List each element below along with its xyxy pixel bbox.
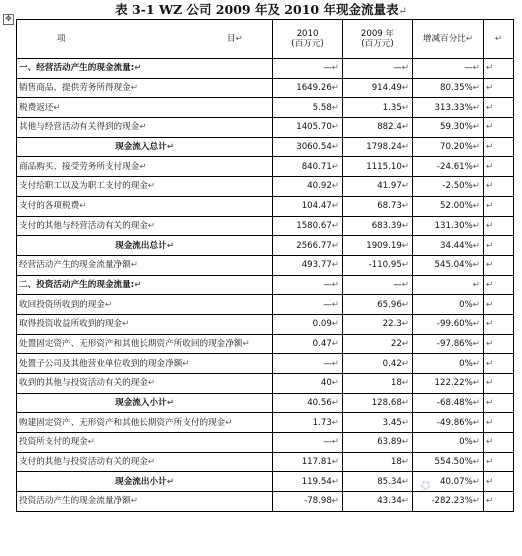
row-2009-cell-text: 22 [390, 338, 402, 349]
row-2010-cell-text: — [323, 437, 332, 448]
row-label-cell-text: 税费返还 [19, 102, 54, 113]
row-change-cell: 0%↵ [413, 295, 484, 315]
row-label-cell: 商品购买、接受劳务所支付现金↵ [17, 157, 273, 177]
paragraph-mark-icon: ↵ [398, 6, 407, 17]
row-2010-cell: 40.56↵ [273, 393, 343, 413]
table-row [17, 196, 514, 216]
row-2009-cell-text: 85.34 [377, 476, 402, 487]
row-2010-cell-text: 493.77 [301, 260, 332, 271]
row-change-cell-text: 59.30% [440, 122, 473, 133]
row-change-cell: 59.30%↵ [413, 118, 484, 138]
row-end-cell: ↵ [484, 177, 514, 197]
row-2009-cell: 18↵ [343, 452, 413, 472]
row-2009-cell-text: 0.42 [382, 358, 402, 369]
table-move-handle-icon[interactable]: ✥ [3, 14, 14, 25]
row-change-cell: -99.60%↵ [413, 314, 484, 334]
table-row [17, 492, 514, 512]
row-label-cell: 取得投资收益所收到的现金↵ [17, 314, 273, 334]
row-change-cell-text: -24.61% [436, 161, 473, 172]
row-2009-cell-text: 1798.24 [366, 142, 402, 153]
row-label-cell: 二、投资活动产生的现金流量:↵ [17, 275, 273, 295]
row-change-cell-text: -97.86% [436, 338, 473, 349]
watermark: ✿ [416, 476, 435, 496]
row-2009-cell-text: — [393, 63, 402, 74]
header-2010-line1: 2010 [296, 29, 319, 39]
row-label-cell: 收到的其他与投资活动有关的现金↵ [17, 374, 273, 394]
row-change-cell-text: 554.50% [434, 457, 473, 468]
row-label-cell-text: 处置子公司及其他营业单位收到的现金净额 [19, 358, 183, 369]
row-2010-cell: 1649.26↵ [273, 78, 343, 98]
row-2010-cell: —↵ [273, 295, 343, 315]
row-change-cell: 0%↵ [413, 433, 484, 453]
row-2010-cell: 5.58↵ [273, 98, 343, 118]
row-change-cell-text: — [464, 63, 473, 74]
row-2010-cell: 104.47↵ [273, 196, 343, 216]
row-label-cell-text: 现金流出总计 [115, 240, 167, 251]
row-label-cell: 支付的其他与投资活动有关的现金↵ [17, 452, 273, 472]
row-end-cell: ↵ [484, 393, 514, 413]
row-label-cell: 支付的各项税费↵ [17, 196, 273, 216]
row-2009-cell: -110.95↵ [343, 255, 413, 275]
row-change-cell-text: 70.20% [440, 142, 473, 153]
table-row [17, 374, 514, 394]
row-2010-cell: 0.47↵ [273, 334, 343, 354]
row-change-cell-text: 52.00% [440, 201, 473, 212]
row-2009-cell-text: 914.49 [371, 83, 402, 94]
row-2009-cell: —↵ [343, 275, 413, 295]
row-label-cell: 现金流入总计↵ [17, 137, 273, 157]
row-change-cell: 70.20%↵ [413, 137, 484, 157]
row-2009-cell-text: 41.97 [377, 181, 402, 192]
header-2009-cell [343, 20, 413, 59]
header-2010-cell [273, 20, 343, 59]
row-2010-cell-text: 40.92 [307, 181, 332, 192]
row-2009-cell: 1909.19↵ [343, 236, 413, 256]
row-2009-cell: 63.89↵ [343, 433, 413, 453]
row-2009-cell-text: 1115.10 [366, 161, 402, 172]
header-change-label: 增减百分比 [422, 34, 466, 44]
row-2010-cell: —↵ [273, 59, 343, 79]
table-title-text: 表 3-1 WZ 公司 2009 年及 2010 年现金流量表 [115, 2, 399, 17]
header-2010-line2: (百万元) [291, 39, 324, 49]
row-change-cell-text: 131.30% [434, 220, 473, 231]
row-label-cell: 其他与经营活动有关得到的现金↵ [17, 118, 273, 138]
row-label-cell: 一、经营活动产生的现金流量:↵ [17, 59, 273, 79]
row-change-cell-text: -282.23% [431, 496, 473, 507]
row-label-cell: 销售商品、提供劳务所得现金↵ [17, 78, 273, 98]
row-2009-cell: 43.34↵ [343, 492, 413, 512]
row-2009-cell-text: 18 [390, 457, 402, 468]
row-change-cell: 52.00%↵ [413, 196, 484, 216]
row-2009-cell: 65.96↵ [343, 295, 413, 315]
row-2010-cell: 0.09↵ [273, 314, 343, 334]
row-2010-cell: 840.71↵ [273, 157, 343, 177]
header-2009-line1: 2009 年 [360, 29, 395, 39]
row-label-cell-text: 现金流入小计 [115, 398, 167, 409]
row-label-cell: 现金流出小计↵ [17, 472, 273, 492]
row-label-cell-text: 支付的各项税费 [19, 201, 80, 212]
row-change-cell: 80.35%↵ [413, 78, 484, 98]
row-label-cell-text: 商品购买、接受劳务所支付现金 [19, 161, 140, 172]
row-label-cell: 收回投资所收到的现金↵ [17, 295, 273, 315]
row-end-cell: ↵ [484, 295, 514, 315]
row-2010-cell-text: 119.54 [301, 476, 332, 487]
row-2010-cell: 1405.70↵ [273, 118, 343, 138]
row-change-cell: 0%↵ [413, 354, 484, 374]
row-2009-cell: 683.39↵ [343, 216, 413, 236]
table-row [17, 413, 514, 433]
row-2010-cell: 493.77↵ [273, 255, 343, 275]
row-2009-cell: 1798.24↵ [343, 137, 413, 157]
row-2010-cell: 3060.54↵ [273, 137, 343, 157]
table-row [17, 59, 514, 79]
row-2010-cell-text: 1580.67 [296, 220, 332, 231]
row-label-cell: 现金流出总计↵ [17, 236, 273, 256]
row-2009-cell: —↵ [343, 59, 413, 79]
row-2010-cell-text: 0.09 [312, 319, 332, 330]
row-2009-cell: 18↵ [343, 374, 413, 394]
row-2009-cell: 0.42↵ [343, 354, 413, 374]
row-change-cell-text: 545.04% [434, 260, 473, 271]
row-2009-cell: 914.49↵ [343, 78, 413, 98]
row-change-cell-text: -99.60% [436, 319, 473, 330]
row-label-cell: 处置固定资产、无形资产和其他长期资产所收回的现金净额↵ [17, 334, 273, 354]
row-end-cell: ↵ [484, 137, 514, 157]
row-end-cell: ↵ [484, 354, 514, 374]
row-2010-cell: 2566.77↵ [273, 236, 343, 256]
row-change-cell: -49.86%↵ [413, 413, 484, 433]
row-change-cell-text: 0% [459, 437, 473, 448]
table-row [17, 157, 514, 177]
row-change-cell: -282.23%↵ [413, 492, 484, 512]
row-2009-cell-text: 22.3 [382, 319, 402, 330]
row-2010-cell-text: 840.71 [301, 161, 332, 172]
row-2009-cell: 22.3↵ [343, 314, 413, 334]
row-change-cell: -2.50%↵ [413, 177, 484, 197]
row-2009-cell-text: 18 [390, 378, 402, 389]
row-change-cell-text: -68.48% [436, 398, 473, 409]
row-2009-cell: 3.45↵ [343, 413, 413, 433]
table-row [17, 393, 514, 413]
row-2010-cell: 117.81↵ [273, 452, 343, 472]
row-2010-cell-text: — [323, 358, 332, 369]
row-2009-cell: 1115.10↵ [343, 157, 413, 177]
row-change-cell: —↵ [413, 59, 484, 79]
row-end-cell: ↵ [484, 236, 514, 256]
row-label-cell: 支付的其他与经营活动有关的现金↵ [17, 216, 273, 236]
row-end-cell: ↵ [484, 157, 514, 177]
row-end-cell: ↵ [484, 413, 514, 433]
row-label-cell-text: 现金流入总计 [115, 142, 167, 153]
row-2010-cell-text: 3060.54 [296, 142, 332, 153]
row-2010-cell-text: 1405.70 [296, 122, 332, 133]
row-2009-cell-text: 43.34 [377, 496, 402, 507]
row-end-cell: ↵ [484, 78, 514, 98]
table-row [17, 334, 514, 354]
row-2010-cell: —↵ [273, 275, 343, 295]
row-2010-cell-text: 117.81 [301, 457, 332, 468]
row-label-cell: 经营活动产生的现金流量净额↵ [17, 255, 273, 275]
row-2009-cell: 1.35↵ [343, 98, 413, 118]
row-2009-cell: 41.97↵ [343, 177, 413, 197]
row-label-cell: 投资所支付的现金↵ [17, 433, 273, 453]
table-row [17, 255, 514, 275]
row-2010-cell-text: 104.47 [301, 201, 332, 212]
row-2009-cell-text: — [393, 279, 402, 290]
row-change-cell-text: 80.35% [440, 83, 473, 94]
row-2010-cell: 119.54↵ [273, 472, 343, 492]
row-change-cell: 34.44%↵ [413, 236, 484, 256]
row-2009-cell-text: 63.89 [377, 437, 402, 448]
table-title [0, 2, 522, 18]
table-row [17, 78, 514, 98]
row-2009-cell-text: 128.68 [371, 398, 402, 409]
row-2009-cell: 22↵ [343, 334, 413, 354]
row-label-cell-text: 支付的其他与经营活动有关的现金 [19, 220, 148, 231]
header-item-label-b: 目 [227, 34, 236, 44]
row-end-cell: ↵ [484, 118, 514, 138]
row-2009-cell-text: 68.73 [377, 201, 402, 212]
row-label-cell-text: 经营活动产生的现金流量净额 [19, 260, 131, 271]
row-label-cell: 支付给职工以及为职工支付的现金↵ [17, 177, 273, 197]
row-2010-cell-text: — [323, 299, 332, 310]
row-2010-cell-text: 40.56 [307, 398, 332, 409]
row-change-cell: 545.04%↵ [413, 255, 484, 275]
row-change-cell: -97.86%↵ [413, 334, 484, 354]
header-change-cell: 增减百分比↵ [413, 20, 484, 59]
row-2010-cell: 40.92↵ [273, 177, 343, 197]
row-2010-cell: 1.73↵ [273, 413, 343, 433]
row-2009-cell: 68.73↵ [343, 196, 413, 216]
row-label-cell-text: 支付的其他与投资活动有关的现金 [19, 457, 148, 468]
row-change-cell: 554.50%↵ [413, 452, 484, 472]
row-2010-cell-text: 5.58 [312, 102, 332, 113]
row-label-cell: 处置子公司及其他营业单位收到的现金净额↵ [17, 354, 273, 374]
table-row [17, 433, 514, 453]
row-label-cell-text: 处置固定资产、无形资产和其他长期资产所收回的现金净额 [19, 338, 243, 349]
table-row [17, 314, 514, 334]
row-label-cell-text: 其他与经营活动有关得到的现金 [19, 122, 140, 133]
row-2009-cell: 85.34↵ [343, 472, 413, 492]
row-end-cell: ↵ [484, 98, 514, 118]
row-2009-cell-text: 1909.19 [366, 240, 402, 251]
row-label-cell-text: 现金流出小计 [115, 476, 167, 487]
row-label-cell: 购建固定资产、无形资产和其他长期资产所支付的现金↵ [17, 413, 273, 433]
row-end-cell: ↵ [484, 196, 514, 216]
row-label-cell-text: 投资活动产生的现金流量净额 [19, 496, 131, 507]
table-row [17, 452, 514, 472]
row-end-cell: ↵ [484, 433, 514, 453]
row-end-cell: ↵ [484, 492, 514, 512]
row-end-cell: ↵ [484, 452, 514, 472]
row-2009-cell-text: 1.35 [382, 102, 402, 113]
row-change-cell-text: 122.22% [434, 378, 473, 389]
row-label-cell-text: 购建固定资产、无形资产和其他长期资产所支付的现金 [19, 417, 226, 428]
row-end-cell: ↵ [484, 314, 514, 334]
header-2009-line2: (百万元) [361, 39, 394, 49]
row-change-cell-text: 34.44% [440, 240, 473, 251]
row-2009-cell: 128.68↵ [343, 393, 413, 413]
row-change-cell: ↵ [413, 275, 484, 295]
table-row [17, 137, 514, 157]
row-end-cell: ↵ [484, 334, 514, 354]
row-label-cell-text: 二、投资活动产生的现金流量: [19, 279, 135, 290]
row-2010-cell-text: 1.73 [312, 417, 332, 428]
row-label-cell-text: 一、经营活动产生的现金流量: [19, 63, 135, 74]
table-row [17, 118, 514, 138]
row-change-cell: -24.61%↵ [413, 157, 484, 177]
row-change-cell-text: 313.33% [434, 102, 473, 113]
table-row [17, 177, 514, 197]
table-row [17, 275, 514, 295]
row-change-cell-text: 40.07% [440, 476, 473, 487]
row-label-cell: 现金流入小计↵ [17, 393, 273, 413]
row-2010-cell-text: — [323, 63, 332, 74]
table-row [17, 216, 514, 236]
table-row [17, 236, 514, 256]
row-change-cell: 40.07%↵ [413, 472, 484, 492]
row-label-cell-text: 销售商品、提供劳务所得现金 [19, 83, 131, 94]
row-end-cell: ↵ [484, 472, 514, 492]
row-label-cell: 税费返还↵ [17, 98, 273, 118]
row-2009-cell-text: 683.39 [371, 220, 402, 231]
row-change-cell: 313.33%↵ [413, 98, 484, 118]
row-2010-cell: 40↵ [273, 374, 343, 394]
header-item-label-a: 项 [57, 34, 66, 44]
row-end-cell: ↵ [484, 216, 514, 236]
row-change-cell: -68.48%↵ [413, 393, 484, 413]
row-label-cell-text: 支付给职工以及为职工支付的现金 [19, 181, 148, 192]
row-2010-cell-text: -78.98 [304, 496, 332, 507]
header-end-cell: ↵ [484, 20, 514, 59]
row-2009-cell: 882.4↵ [343, 118, 413, 138]
row-end-cell: ↵ [484, 59, 514, 79]
row-end-cell: ↵ [484, 374, 514, 394]
row-2010-cell: -78.98↵ [273, 492, 343, 512]
table-row [17, 295, 514, 315]
table-row [17, 354, 514, 374]
row-change-cell: 131.30%↵ [413, 216, 484, 236]
row-2010-cell: 1580.67↵ [273, 216, 343, 236]
row-change-cell-text: 0% [459, 358, 473, 369]
row-label-cell-text: 收回投资所收到的现金 [19, 299, 105, 310]
row-2009-cell-text: 65.96 [377, 299, 402, 310]
cash-flow-table [16, 19, 514, 512]
row-2010-cell-text: 0.47 [312, 338, 332, 349]
row-2010-cell-text: 40 [320, 378, 332, 389]
row-2009-cell-text: 882.4 [377, 122, 402, 133]
row-label-cell: 投资活动产生的现金流量净额↵ [17, 492, 273, 512]
row-end-cell: ↵ [484, 255, 514, 275]
row-2010-cell-text: — [323, 279, 332, 290]
table-header-row [17, 20, 514, 59]
row-change-cell-text: 0% [459, 299, 473, 310]
row-2010-cell: —↵ [273, 354, 343, 374]
row-2010-cell-text: 2566.77 [296, 240, 332, 251]
row-end-cell: ↵ [484, 275, 514, 295]
header-item-cell: 项 目↵ [17, 20, 273, 59]
row-label-cell-text: 投资所支付的现金 [19, 437, 88, 448]
row-label-cell-text: 取得投资收益所收到的现金 [19, 319, 123, 330]
row-2009-cell-text: 3.45 [382, 417, 402, 428]
row-2010-cell-text: 1649.26 [296, 83, 332, 94]
row-change-cell-text: -49.86% [436, 417, 473, 428]
table-row [17, 472, 514, 492]
row-label-cell-text: 收到的其他与投资活动有关的现金 [19, 378, 148, 389]
row-2010-cell: —↵ [273, 433, 343, 453]
row-change-cell: 122.22%↵ [413, 374, 484, 394]
table-row [17, 98, 514, 118]
row-change-cell-text: -2.50% [442, 181, 473, 192]
row-2009-cell-text: -110.95 [368, 260, 402, 271]
